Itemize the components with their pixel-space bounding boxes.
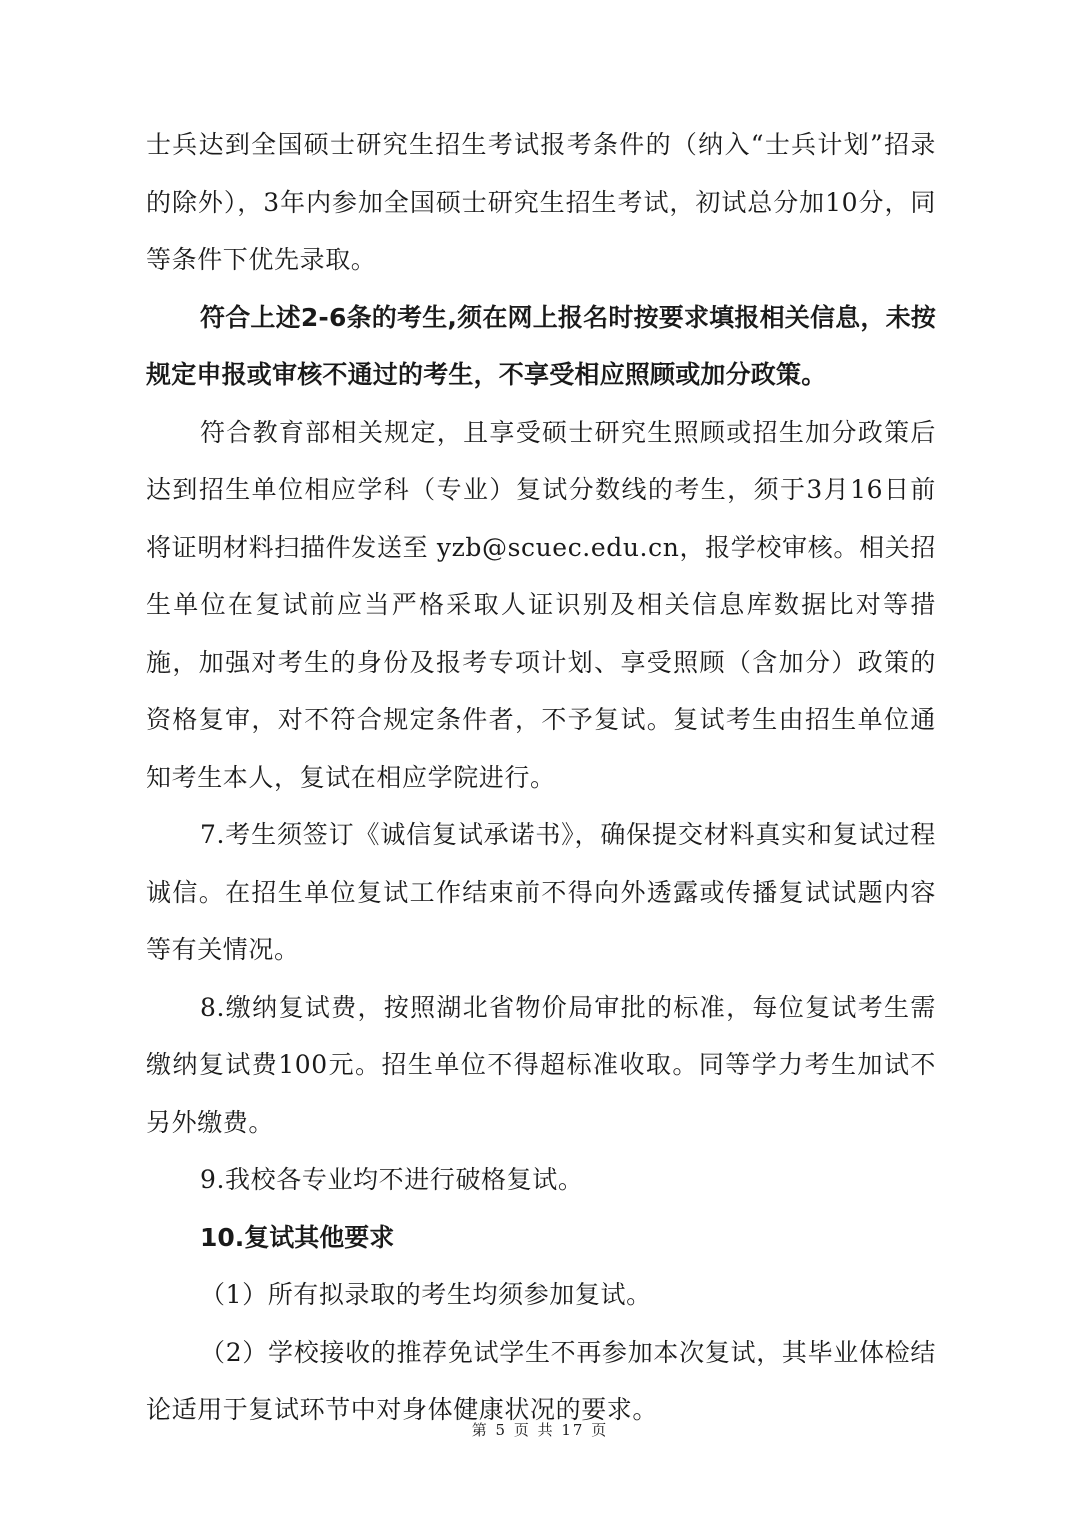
paragraph-item-9: 9.我校各专业均不进行破格复试。 [200,1165,584,1194]
paragraph-item-10-1: （1）所有拟录取的考生均须参加复试。 [200,1280,652,1309]
document-body [146,116,936,1439]
paragraph-soldier-bonus: 士兵达到全国硕士研究生招生考试报考条件的（纳入“士兵计划”招录的除外），3年内参加全国硕士研究生招生考试，初试总分加10分，同等条件下优先录取。 [146,130,936,274]
page-footer: 第 5 页 共 17 页 [471,1421,609,1439]
paragraph-verification: 符合教育部相关规定，且享受硕士研究生照顾或招生加分政策后达到招生单位相应学科（专业）复试分数线的考生，须于3月16日前将证明材料扫描件发送至 yzb@scuec.edu.cn，报学校审核。相关招生单位在复试前应当严格采取人证识别及相关信息库数据比对等措施，加强对考生的身份及报考专项计划、享受照顾（含加分）政策的资格复审，对不符合规定条件者，不予复试。复试考生由招生单位通知考生本人，复试在相应学院进行。 [146,417,936,792]
paragraph-item-8: 8.缴纳复试费，按照湖北省物价局审批的标准，每位复试考生需缴纳复试费100元。招生单位不得超标准收取。同等学力考生加试不另外缴费。 [146,992,936,1137]
paragraph-item-10-2: （2）学校接收的推荐免试学生不再参加本次复试，其毕业体检结论适用于复试环节中对身体健康状况的要求。 [146,1337,936,1424]
paragraph-item-7: 7.考生须签订《诚信复试承诺书》，确保提交材料真实和复试过程诚信。在招生单位复试工作结束前不得向外透露或传播复试试题内容等有关情况。 [146,820,936,964]
paragraph-bold-notice: 符合上述2-6条的考生,须在网上报名时按要求填报相关信息，未按规定申报或审核不通过的考生，不享受相应照顾或加分政策。 [146,302,936,389]
section-heading-item-10: 10.复试其他要求 [200,1222,395,1252]
